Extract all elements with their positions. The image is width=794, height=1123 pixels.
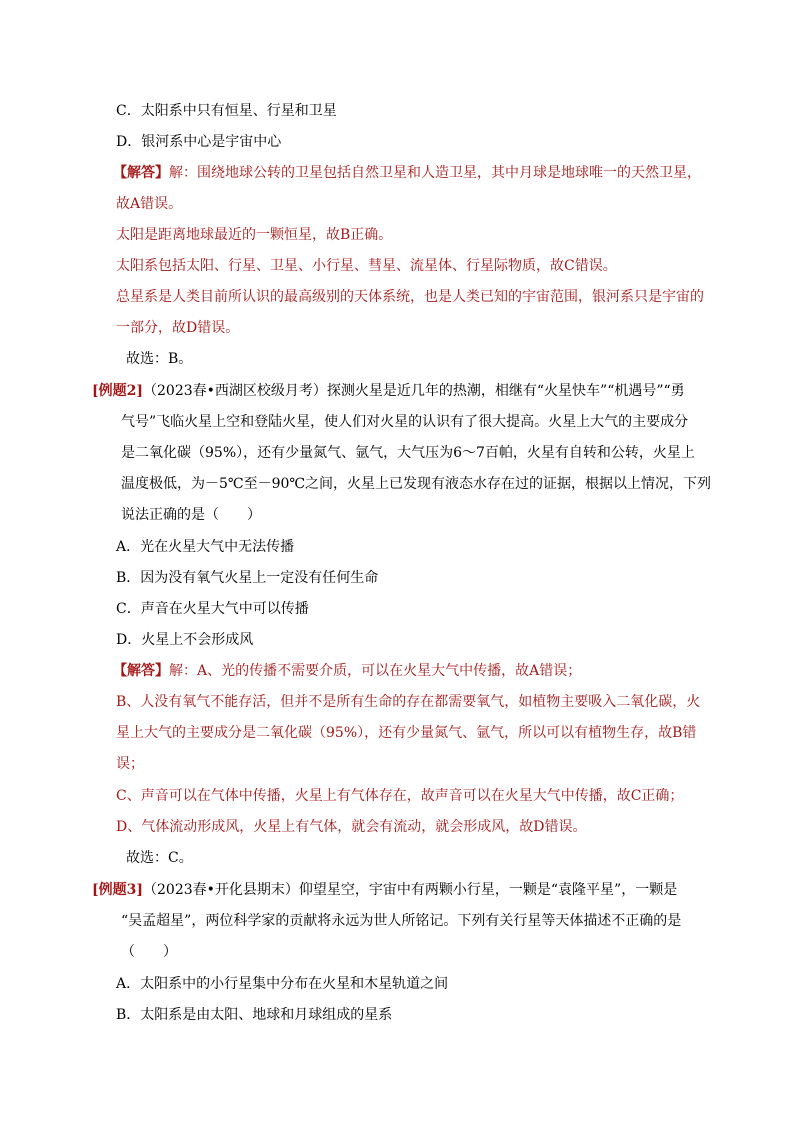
option-b: B．太阳系是由太阳、地球和月球组成的星系 — [116, 1007, 393, 1023]
answer-line: 星上大气的主要成分是二氧化碳（95%），还有少量氮气、氩气，所以可以有植物生存，故B错 — [116, 725, 697, 741]
option-d: D．银河系中心是宇宙中心 — [116, 134, 282, 150]
question-line: 气号”飞临火星上空和登陆火星，使人们对火星的认识有了很大提高。火星上大气的主要成分 — [121, 414, 689, 430]
question-line: “吴孟超星”，两位科学家的贡献将永远为世人所铭记。下列有关行星等天体描述不正确的是 — [121, 913, 682, 929]
question-line: 说法正确的是（ ） — [121, 507, 261, 523]
answer-line — [113, 163, 701, 183]
answer-line: B、人没有氧气不能存活，但并不是所有生命的存在都需要氧气，如植物主要吸入二氧化碳，火 — [116, 694, 701, 710]
question-line: 温度极低，为－5℃至－90℃之间，火星上已发现有液态水存在过的证据，根据以上情况，下列 — [121, 476, 712, 492]
answer-line: C、声音可以在气体中传播，火星上有气体存在，故声音可以在火星大气中传播，故C正确； — [116, 788, 684, 804]
question-text: （2023春•西湖区校级月考）探测火星是近几年的热潮，相继有“火星快车”“机遇号”“勇 — [143, 383, 685, 399]
question-line: （ ） — [121, 944, 177, 960]
choice-line: 故选：C。 — [126, 850, 193, 866]
example-2-tag: [例题2] — [92, 383, 143, 399]
answer-line: 总星系是人类目前所认识的最高级别的天体系统，也是人类已知的宇宙范围，银河系只是宇宙的 — [116, 289, 704, 305]
choice-line: 故选：B。 — [126, 351, 193, 367]
option-b: B．因为没有氧气火星上一定没有任何生命 — [116, 570, 379, 586]
option-c: C．太阳系中只有恒星、行星和卫星 — [116, 103, 337, 119]
answer-label: 【解答】 — [113, 663, 169, 679]
answer-line: 太阳是距离地球最近的一颗恒星，故B正确。 — [116, 227, 393, 243]
option-a: A．太阳系中的小行星集中分布在火星和木星轨道之间 — [116, 976, 449, 992]
answer-line: D、气体流动形成风，火星上有气体，就会有流动，就会形成风，故D错误。 — [116, 819, 587, 835]
question-text: （2023春•开化县期末）仰望星空，宇宙中有两颗小行星，一颗是“袁隆平星”，一颗是 — [143, 882, 678, 898]
answer-label: 【解答】 — [113, 165, 169, 181]
option-a: A．光在火星大气中无法传播 — [116, 539, 295, 555]
answer-text: 解：围绕地球公转的卫星包括自然卫星和人造卫星，其中月球是地球唯一的天然卫星， — [169, 165, 701, 181]
answer-text: 解：A、光的传播不需要介质，可以在火星大气中传播，故A错误； — [169, 663, 582, 679]
example-2-first-line — [92, 381, 685, 401]
answer-line: 太阳系包括太阳、行星、卫星、小行星、彗星、流星体、行星际物质，故C错误。 — [116, 258, 617, 274]
example-3-first-line — [92, 880, 677, 900]
option-c: C．声音在火星大气中可以传播 — [116, 601, 309, 617]
answer-line: 故A错误。 — [116, 196, 183, 212]
answer-line: 误； — [116, 756, 144, 772]
answer-line — [113, 661, 581, 681]
answer-line: 一部分，故D错误。 — [116, 320, 240, 336]
example-3-tag: [例题3] — [92, 882, 143, 898]
option-d: D．火星上不会形成风 — [116, 632, 254, 648]
question-line: 是二氧化碳（95%），还有少量氮气、氩气，大气压为6～7百帕，火星有自转和公转，火星上 — [121, 445, 695, 461]
